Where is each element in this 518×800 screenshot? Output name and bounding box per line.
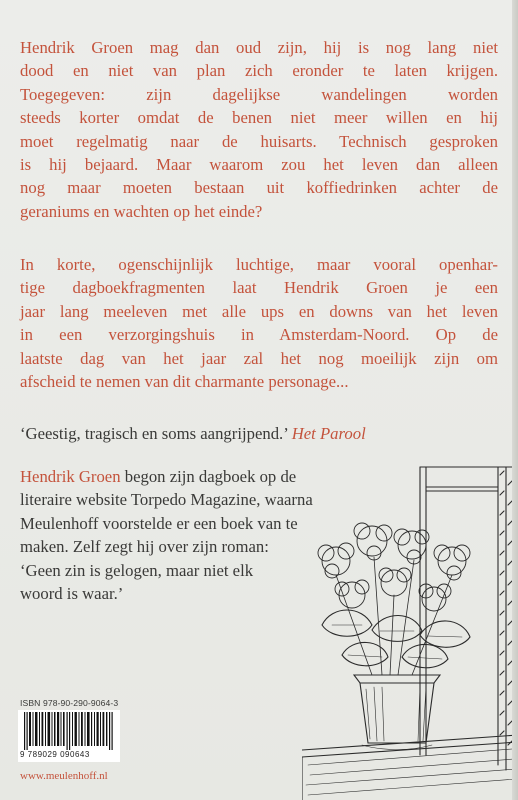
blurb-paragraph-2: [20, 253, 498, 393]
review-quote-text: ‘Geestig, tragisch en soms aangrijpend.’: [20, 424, 288, 443]
review-quote: [20, 422, 498, 445]
blurb-line: Hendrik Groen mag dan oud zijn, hij is nog lang niet: [20, 38, 498, 57]
blurb-line: moet regelmatig naar de huisarts. Technisch gesproken: [20, 131, 498, 151]
isbn-label: ISBN 978-90-290-9064-3: [20, 698, 119, 708]
blurb-line: nog maar moeten bestaan uit koffiedrinken achter de: [20, 178, 498, 198]
author-note-line: maken. Zelf zegt hij over zijn roman:: [20, 537, 269, 557]
publisher-website: www.meulenhoff.nl: [20, 770, 108, 782]
blurb-line: dood en niet van plan zich eronder te laten krijgen.: [20, 61, 498, 81]
blurb-line: in een verzorgingshuis in Amsterdam-Noord. Op de: [20, 325, 498, 345]
author-name: Hendrik Groen: [20, 467, 121, 486]
blurb-paragraph-1: [20, 36, 498, 223]
barcode-icon: [18, 710, 120, 750]
barcode-digits: 9 789029 090643: [20, 750, 90, 759]
author-note-line: begon zijn dagboek op de: [120, 467, 297, 486]
blurb-line: Toegegeven: zijn dagelijkse wandelingen worden: [20, 84, 498, 104]
blurb-line: tige dagboekfragmenten laat Hendrik Groen je een: [20, 278, 498, 298]
author-note-line: Meulenhoff voorstelde er een boek van te: [20, 513, 298, 533]
blurb-line: afscheid te nemen van dit charmante personage...: [20, 372, 349, 392]
blurb-line: geraniums en wachten op het einde?: [20, 201, 263, 221]
cover-edge: [512, 0, 518, 800]
author-note-line: ‘Geen zin is gelogen, maar niet elk: [20, 560, 254, 580]
blurb-line: laatste dag van het jaar zal het nog moeilijk zijn om: [20, 348, 498, 368]
blurb-line: In korte, ogenschijnlijk luchtige, maar vooral openhar-: [20, 255, 498, 274]
author-note-line: literaire website Torpedo Magazine, waarna: [20, 490, 313, 510]
blurb-line: steeds korter omdat de benen niet meer willen en hij: [20, 108, 498, 128]
blurb-line: jaar lang meeleven met alle ups en downs van het leven: [20, 301, 498, 321]
review-source: Het Parool: [291, 424, 366, 443]
barcode: [18, 710, 120, 762]
author-note-line: woord is waar.’: [20, 584, 124, 604]
geranium-illustration: [302, 465, 518, 800]
blurb-line: is hij bejaard. Maar waarom zou het leven dan alleen: [20, 155, 498, 175]
